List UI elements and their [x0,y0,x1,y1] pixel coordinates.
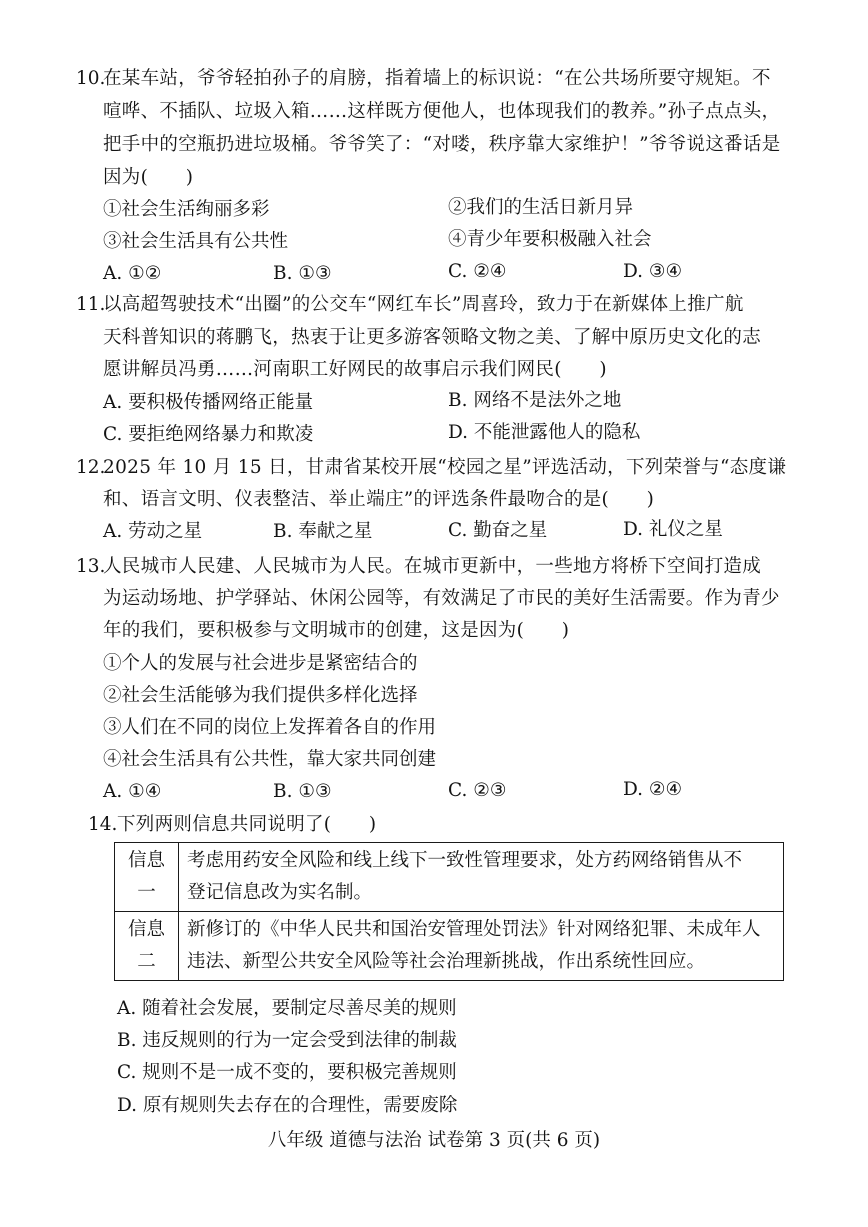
question-text-line: 在某车站，爷爷轻拍孙子的肩膀，指着墙上的标识说：“在公共场所要守规矩。不 [103,68,771,89]
question-number: 10. [76,68,106,89]
answer-option: C. 要拒绝网络暴力和欺凌 [103,424,314,445]
answer-option: D. 不能泄露他人的隐私 [448,422,641,443]
statement-item: ③社会生活具有公共性 [103,231,289,252]
question-text-line: 把手中的空瓶扔进垃圾桶。爷爷笑了：“对喽，秩序靠大家维护！”爷爷说这番话是 [103,134,781,155]
info-line: 违法、新型公共安全风险等社会治理新挑战，作出系统性回应。 [187,951,706,972]
question-text-line: 人民城市人民建、人民城市为人民。在城市更新中，一些地方将桥下空间打造成 [103,556,762,577]
info-line: 新修订的《中华人民共和国治安管理处罚法》针对网络犯罪、未成年人 [187,919,761,940]
answer-option: C. ②③ [448,780,507,801]
question-text-line: 年的我们，要积极参与文明城市的创建，这是因为( ) [103,620,570,641]
answer-option: A. 劳动之星 [103,521,203,542]
statement-item: ②我们的生活日新月异 [448,197,634,218]
statement-item: ①个人的发展与社会进步是紧密结合的 [103,653,418,674]
page-footer: 八年级 道德与法治 试卷第 3 页(共 6 页) [267,1130,601,1151]
table-row [115,912,784,981]
question-text-line: 天科普知识的蒋鹏飞，热衷于让更多游客领略文物之美、了解中原历史文化的志 [103,327,762,348]
answer-option: C. 勤奋之星 [448,520,548,541]
answer-option: D. 原有规则失去存在的合理性，需要废除 [117,1095,458,1116]
info-table [114,842,784,981]
info-label: 信息一 [115,843,179,912]
question-text-line: 下列两则信息共同说明了( ) [117,814,377,835]
statement-item: ①社会生活绚丽多彩 [103,199,270,220]
statement-item: ④社会生活具有公共性，靠大家共同创建 [103,749,437,770]
statement-item: ②社会生活能够为我们提供多样化选择 [103,685,418,706]
answer-option: C. 规则不是一成不变的，要积极完善规则 [117,1062,457,1083]
info-line: 登记信息改为实名制。 [187,882,373,903]
answer-option: A. 随着社会发展，要制定尽善尽美的规则 [117,998,457,1019]
question-text-line: 以高超驾驶技术“出圈”的公交车“网红车长”周喜玲，致力于在新媒体上推广航 [103,294,744,315]
answer-option: A. ①② [103,263,162,284]
question-number: 12. [76,457,106,478]
info-content [179,912,784,981]
answer-option: A. 要积极传播网络正能量 [103,392,314,413]
question-text-line: 因为( ) [103,167,194,188]
answer-option: B. 违反规则的行为一定会受到法律的制裁 [117,1030,457,1051]
answer-option: C. ②④ [448,261,507,282]
answer-option: D. ③④ [623,261,683,282]
info-content [179,843,784,912]
question-text-line: 和、语言文明、仪表整洁、举止端庄”的评选条件最吻合的是( ) [103,489,655,510]
answer-option: B. ①③ [273,781,332,802]
question-text-line: 2025 年 10 月 15 日，甘肃省某校开展“校园之星”评选活动，下列荣誉与“态度谦 [103,457,787,478]
info-line: 考虑用药安全风险和线上线下一致性管理要求，处方药网络销售从不 [187,850,743,871]
statement-item: ④青少年要积极融入社会 [448,229,652,250]
answer-option: D. ②④ [623,779,683,800]
question-text-line: 为运动场地、护学驿站、休闲公园等，有效满足了市民的美好生活需要。作为青少 [103,588,780,609]
info-label: 信息二 [115,912,179,981]
question-number: 11. [76,294,106,315]
statement-item: ③人们在不同的岗位上发挥着各自的作用 [103,717,437,738]
question-number: 13. [76,556,106,577]
question-text-line: 喧哗、不插队、垃圾入箱……这样既方便他人，也体现我们的教养。”孙子点点头， [103,101,781,122]
question-text-line: 愿讲解员冯勇……河南职工好网民的故事启示我们网民( ) [103,359,607,380]
answer-option: A. ①④ [103,781,162,802]
answer-option: B. 网络不是法外之地 [448,390,622,411]
table-row [115,843,784,912]
answer-option: B. 奉献之星 [273,521,373,542]
answer-option: D. 礼仪之星 [623,519,723,540]
answer-option: B. ①③ [273,263,332,284]
question-number: 14. [88,814,118,835]
